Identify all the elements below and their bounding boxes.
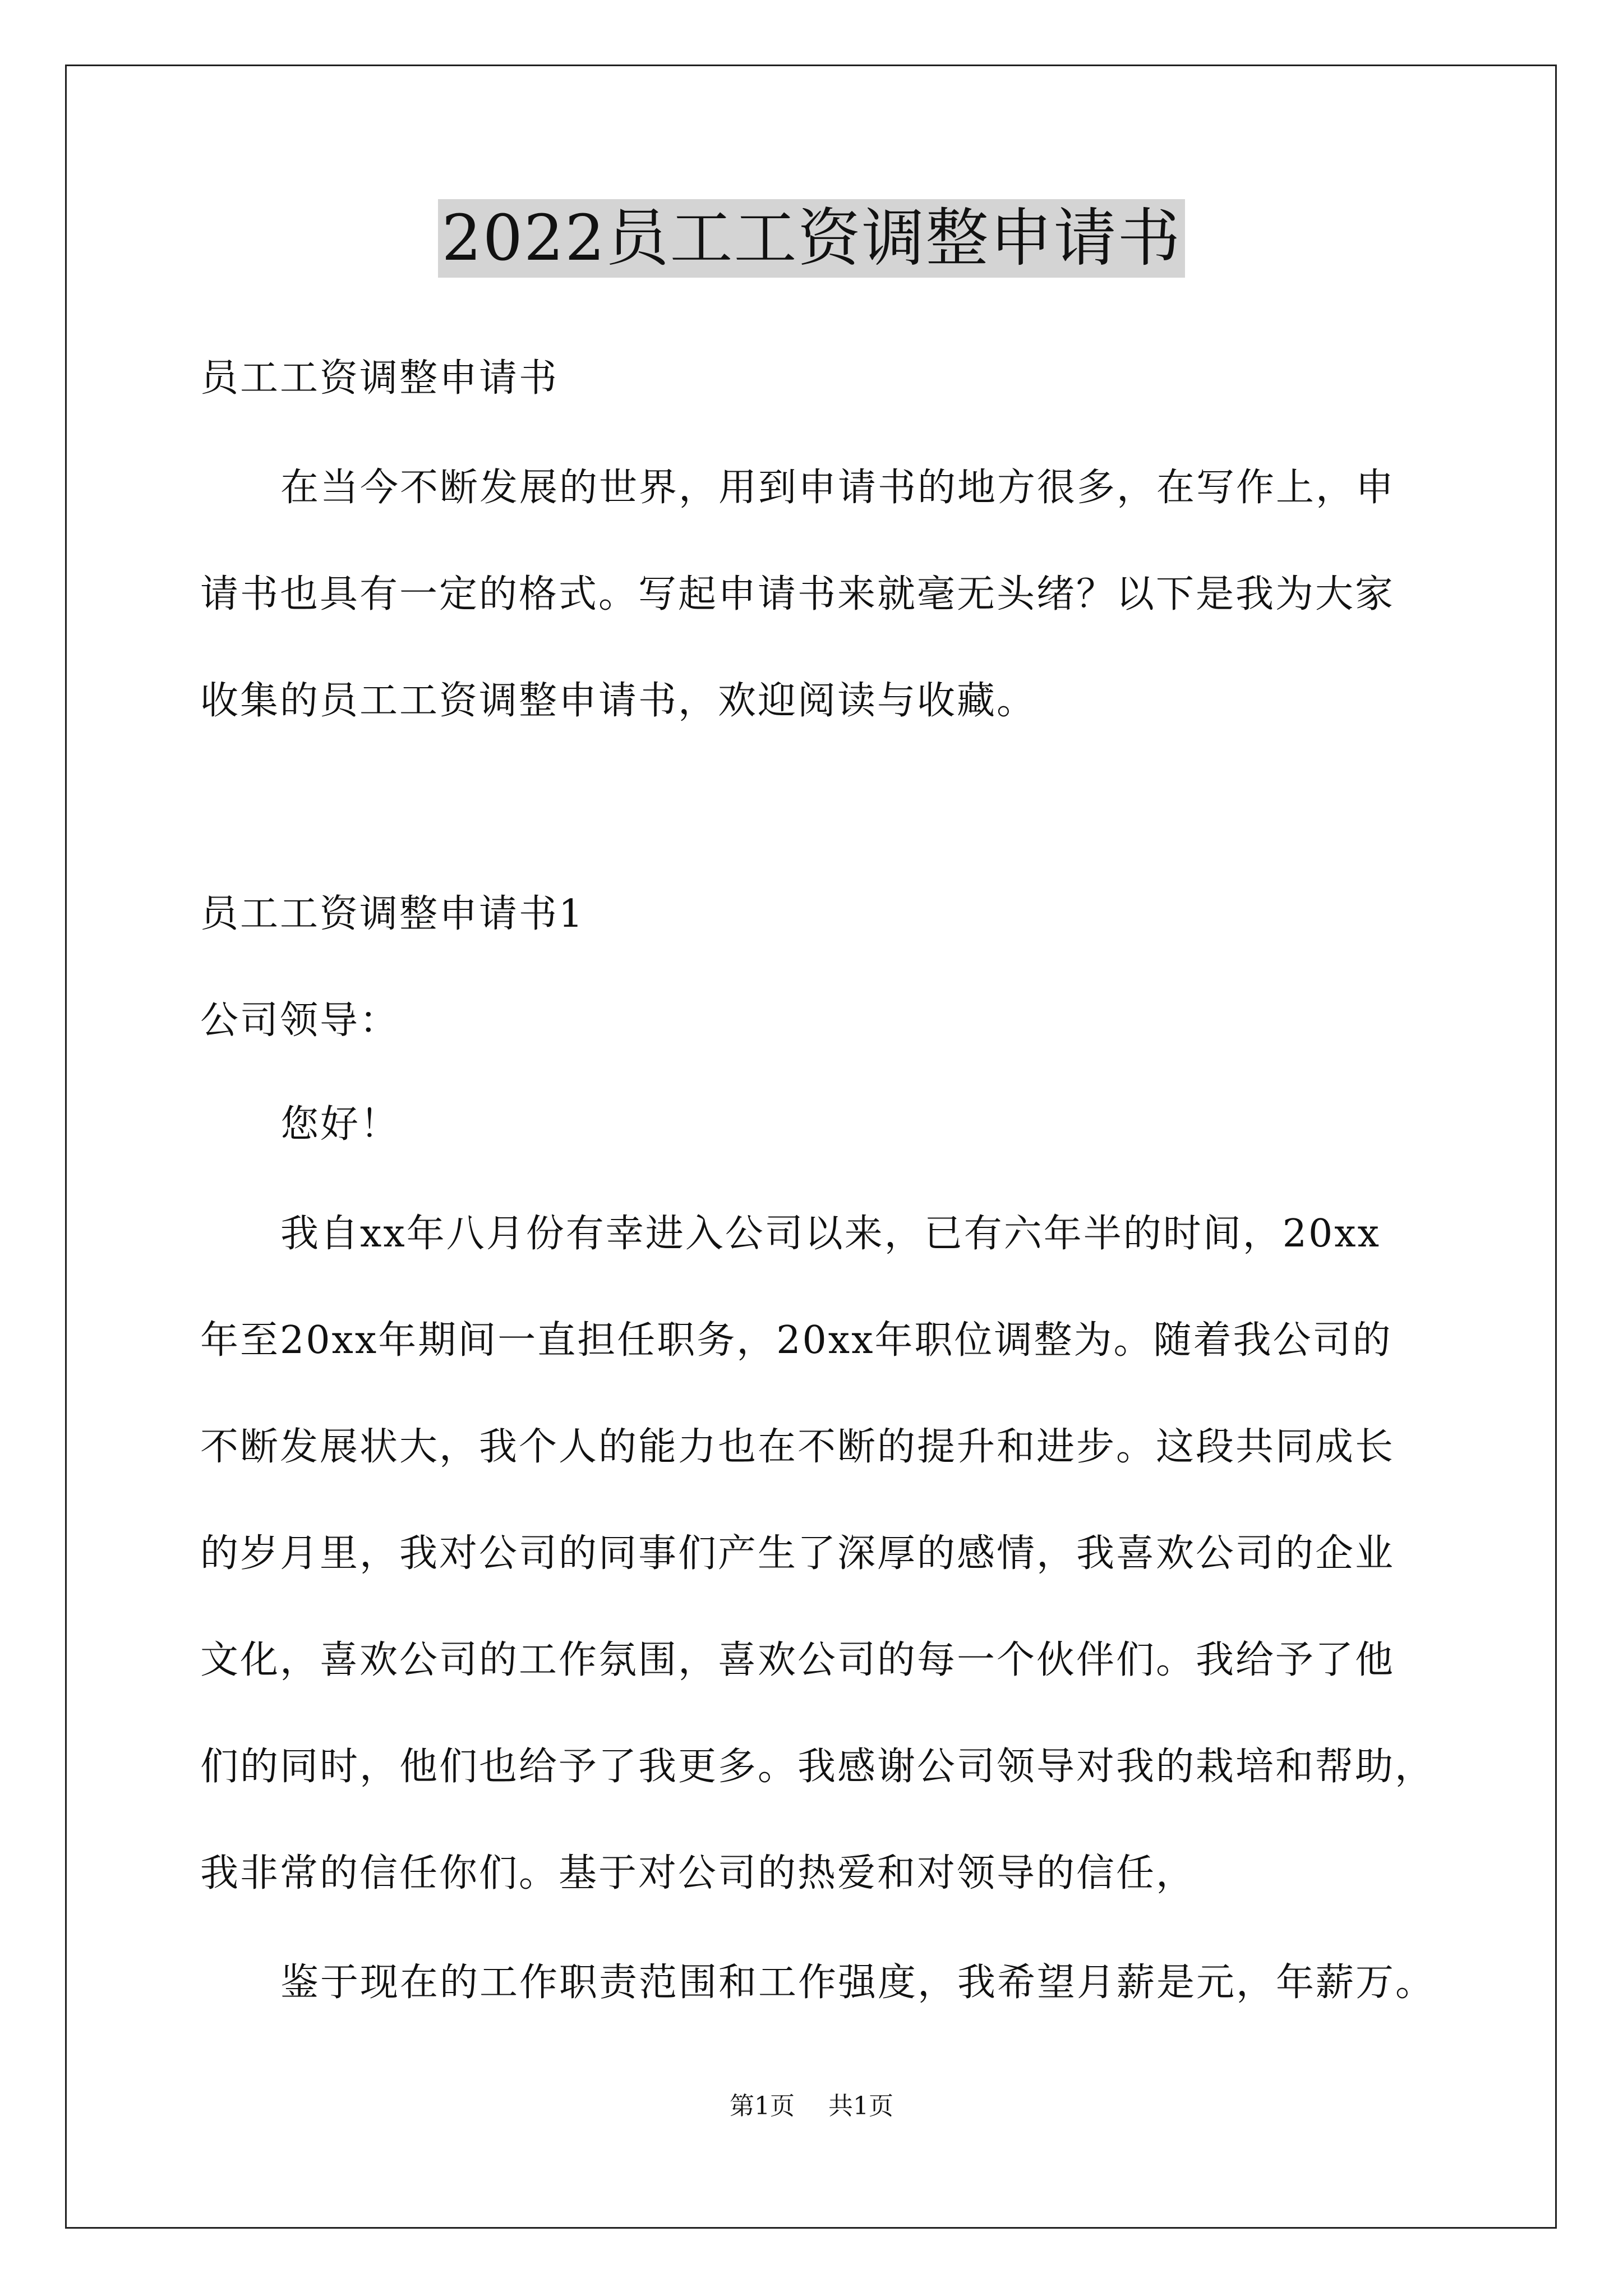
greeting: 您好！ xyxy=(280,1102,400,1147)
body-line-last: 鉴于现在的工作职责范围和工作强度，我希望月薪是元，年薪万。 xyxy=(280,1961,1436,2005)
body-line: 年至20xx年期间一直担任职务，20xx年职位调整为。随着我公司的 xyxy=(200,1318,1393,1363)
page-number xyxy=(0,2086,1623,2122)
body-line: 我非常的信任你们。基于对公司的热爱和对领导的信任， xyxy=(200,1851,1196,1895)
intro-line: 收集的员工工资调整申请书，欢迎阅读与收藏。 xyxy=(200,679,1037,723)
body-line: 的岁月里，我对公司的同事们产生了深厚的感情，我喜欢公司的企业 xyxy=(200,1531,1395,1576)
title-container xyxy=(0,199,1623,278)
page-number-total: 共1页 xyxy=(828,2092,893,2120)
document-title: 2022员工工资调整申请书 xyxy=(438,199,1184,278)
body-line: 们的同时，他们也给予了我更多。我感谢公司领导对我的栽培和帮助， xyxy=(200,1745,1435,1789)
intro-line: 在当今不断发展的世界，用到申请书的地方很多，在写作上，申 xyxy=(280,466,1396,510)
body-line: 文化，喜欢公司的工作氛围，喜欢公司的每一个伙伴们。我给予了他 xyxy=(200,1638,1395,1682)
section-heading: 员工工资调整申请书1 xyxy=(200,892,585,936)
body-line: 我自xx年八月份有幸进入公司以来，已有六年半的时间，20xx xyxy=(280,1212,1381,1256)
intro-line: 请书也具有一定的格式。写起申请书来就毫无头绪？以下是我为大家 xyxy=(200,572,1395,616)
subtitle: 员工工资调整申请书 xyxy=(200,356,559,401)
salutation: 公司领导： xyxy=(200,999,400,1043)
page-number-current: 第1页 xyxy=(730,2092,795,2120)
body-line: 不断发展状大，我个人的能力也在不断的提升和进步。这段共同成长 xyxy=(200,1425,1395,1469)
